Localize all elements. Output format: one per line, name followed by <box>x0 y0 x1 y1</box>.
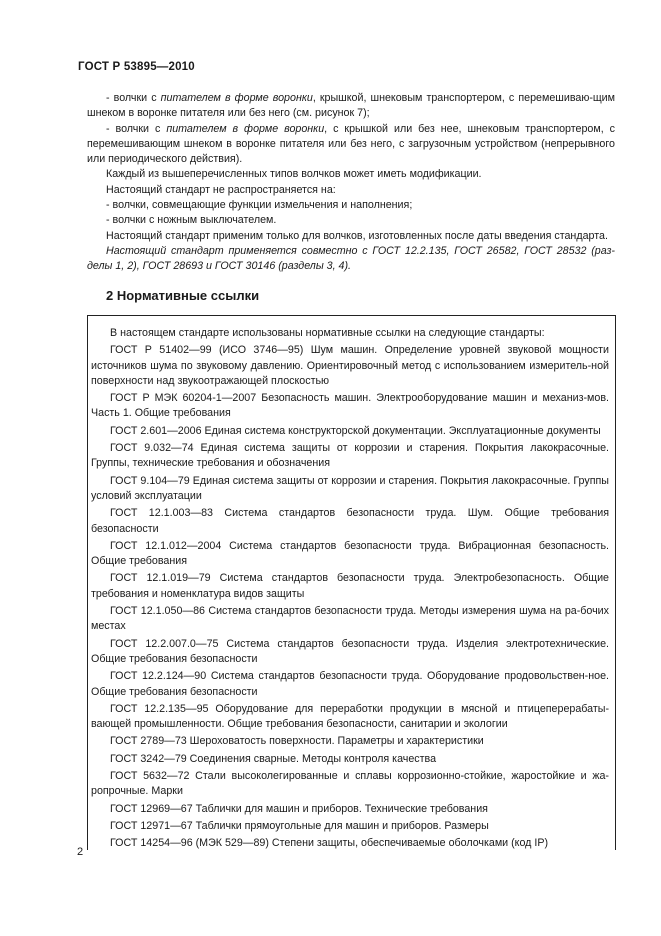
references-intro: В настоящем стандарте использованы нормативные ссылки на следующие стандарты: <box>110 327 545 339</box>
intro-paragraph-7: Настоящий стандарт применим только для волчков, изготовленных после даты введения стандарта. <box>106 229 608 242</box>
intro-paragraph-8: Настоящий стандарт применяется совместно с ГОСТ 12.2.135, ГОСТ 26582, ГОСТ 28532 (раз-делы 1, 2), ГОСТ 28693 и ГОСТ 30146 (разделы 3, 4). <box>87 244 615 273</box>
intro-paragraph-6: - волчки с ножным выключателем. <box>106 214 277 227</box>
intro-paragraph-1: - волчки с питателем в форме воронки, крышкой, шнековым транспортером, с перемешиваю-щим шнеком в воронке питателя или без него (см. рисунок 7); <box>87 92 616 120</box>
reference-item: ГОСТ 12.1.019—79 Система стандартов безопасности труда. Электробезопасность. Общие требования и номенклатура видов защиты <box>91 572 609 600</box>
intro-paragraph-5: - волчки, совмещающие функции измельчения и наполнения; <box>106 199 413 212</box>
reference-item: ГОСТ 9.032—74 Единая система защиты от коррозии и старения. Покрытия лакокрасочные. Группы, технические требования и обозначения <box>91 442 609 470</box>
intro-paragraph-4: Настоящий стандарт не распространяется на: <box>106 183 336 196</box>
intro-paragraph-3: Каждый из вышеперечисленных типов волчков может иметь модификации. <box>106 168 482 181</box>
reference-item: ГОСТ 2789—73 Шероховатость поверхности. Параметры и характеристики <box>110 735 484 748</box>
reference-item: ГОСТ 12.2.124—90 Система стандартов безопасности труда. Оборудование продовольствен-ное. Общие требования безопасности <box>91 670 609 698</box>
page-number: 2 <box>77 846 84 858</box>
reference-item: ГОСТ 12.1.012—2004 Система стандартов безопасности труда. Вибрационная безопасность. Общие требования <box>91 539 609 568</box>
reference-item: ГОСТ 9.104—79 Единая система защиты от коррозии и старения. Покрытия лакокрасочные. Группы условий эксплуатации <box>91 474 609 502</box>
reference-item: ГОСТ 12.2.007.0—75 Система стандартов безопасности труда. Изделия электротехнические. Общие требования безопасности <box>91 637 609 665</box>
intro-paragraph-2: - волчки с питателем в форме воронки, с крышкой или без нее, шнековым транспортером, с перемешивающим шнеком в воронке питателя или без него, с загрузочным устройством (непрерывного или периодического действия). <box>87 122 615 166</box>
reference-item: ГОСТ 5632—72 Стали высоколегированные и сплавы коррозионно-стойкие, жаростойкие и жа-ропрочные. Марки <box>91 770 609 798</box>
document-header: ГОСТ Р 53895—2010 <box>78 61 195 73</box>
reference-item: ГОСТ 12969—67 Таблички для машин и приборов. Технические требования <box>110 802 488 815</box>
reference-item: ГОСТ 12.1.050—86 Система стандартов безопасности труда. Методы измерения шума на ра-бочих местах <box>91 605 609 633</box>
reference-item: ГОСТ 3242—79 Соединения сварные. Методы контроля качества <box>110 752 437 765</box>
references-list <box>91 316 609 850</box>
references-frame <box>87 315 616 850</box>
reference-item: ГОСТ 12.2.135—95 Оборудование для переработки продукции в мясной и птицеперерабаты-вающей промышленности. Общие требования безопасности, санитарии и экологии <box>91 702 609 731</box>
intro-text <box>87 91 615 275</box>
reference-item: ГОСТ Р МЭК 60204-1—2007 Безопасность машин. Электрооборудование машин и механиз-мов. Часть 1. Общие требования <box>91 392 609 420</box>
section-title: 2 Нормативные ссылки <box>106 288 260 303</box>
reference-item: ГОСТ 2.601—2006 Единая система конструкторской документации. Эксплуатационные документы <box>110 424 601 437</box>
reference-item: ГОСТ Р 51402—99 (ИСО 3746—95) Шум машин. Определение уровней звуковой мощности источников шума по звуковому давлению. Ориентировочный метод с использованием измеритель-ной поверхности над звукоотражающей плоскостью <box>91 344 609 387</box>
reference-item: ГОСТ 12971—67 Таблички прямоугольные для машин и приборов. Размеры <box>110 819 489 832</box>
reference-item: ГОСТ 12.1.003—83 Система стандартов безопасности труда. Шум. Общие требования безопасности <box>91 507 609 535</box>
reference-item: ГОСТ 14254—96 (МЭК 529—89) Степени защиты, обеспечиваемые оболочками (код IP) <box>110 837 549 850</box>
